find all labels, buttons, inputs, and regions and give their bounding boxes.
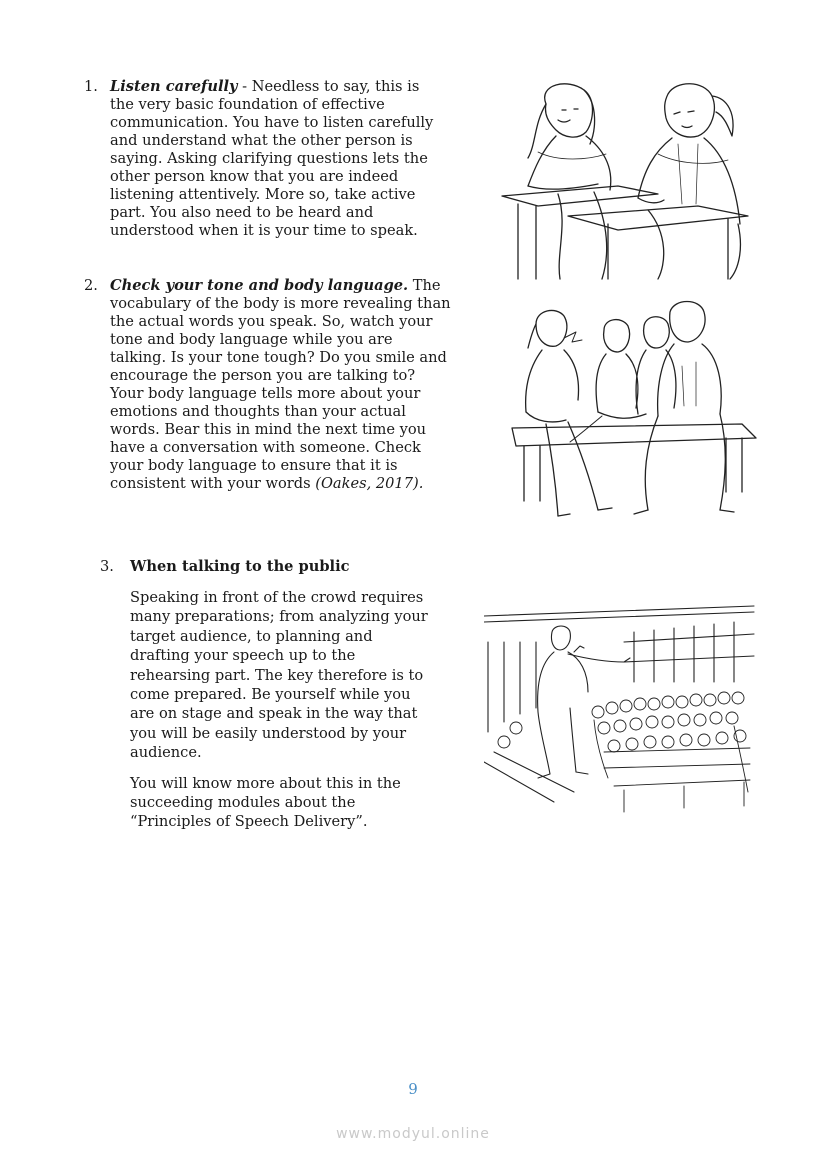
paragraph-line: many preparations; from analyzing your	[130, 608, 428, 626]
item-text-line: listening attentively. More so, take active	[110, 186, 416, 203]
item-text-line: the actual words you speak. So, watch your	[110, 313, 433, 330]
item-text-line: and understand what the other person is	[110, 132, 413, 149]
illustration-two-students-talking	[498, 74, 760, 284]
citation: (Oakes, 2017).	[315, 475, 424, 492]
item-text-line: Your body language tells more about your	[110, 385, 421, 402]
watermark: www.modyul.online	[336, 1126, 490, 1142]
page-number: 9	[408, 1080, 418, 1098]
paragraph-line: Speaking in front of the crowd requires	[130, 589, 424, 606]
list-item-public-speaking	[100, 558, 460, 838]
item-text-line: saying. Asking clarifying questions lets the	[110, 150, 428, 167]
paragraph-line: target audience, to planning and	[130, 627, 373, 645]
item-text-line: your body language to ensure that it is	[110, 457, 398, 474]
paragraph	[130, 774, 428, 832]
list-item-tone-body-language	[84, 277, 474, 497]
item-heading: Check your tone and body language.	[110, 277, 409, 294]
paragraph-line: You will know more about this in the	[130, 774, 401, 792]
item-heading: Listen carefully	[110, 78, 238, 95]
paragraph-line: drafting your speech up to the	[130, 647, 356, 665]
paragraph-line: you will be easily understood by your	[130, 724, 407, 742]
item-text-line: emotions and thoughts than your actual	[110, 403, 406, 420]
illustration-students-on-bench	[506, 296, 762, 532]
item-number: 1.	[84, 78, 98, 95]
illustration-public-speaking	[484, 602, 756, 814]
item-body	[130, 558, 428, 832]
paragraph-line: are on stage and speak in the way that	[130, 705, 418, 723]
item-text-line: words. Bear this in mind the next time you	[110, 421, 427, 438]
item-number: 3.	[100, 558, 114, 575]
item-body	[110, 78, 433, 240]
item-text-line: talking. Is your tone tough? Do you smile and	[110, 349, 447, 366]
item-number: 2.	[84, 277, 98, 294]
item-text-line: The	[408, 277, 441, 294]
item-text-line: tone and body language while you are	[110, 331, 393, 348]
item-text-line: understood when it is your time to speak.	[110, 222, 418, 239]
item-heading: When talking to the public	[130, 558, 350, 575]
item-body	[110, 277, 451, 493]
item-text-line: other person know that you are indeed	[110, 168, 399, 185]
paragraph-line: succeeding modules about the	[130, 794, 356, 812]
paragraph-line: come prepared. Be yourself while you	[130, 686, 411, 704]
item-text-line: the very basic foundation of effective	[110, 96, 385, 113]
item-text-line: - Needless to say, this is	[237, 78, 420, 95]
paragraph-line: “Principles of Speech Delivery”.	[130, 813, 368, 831]
item-text-line: consistent with your words	[110, 475, 316, 492]
audience-group	[498, 692, 750, 812]
paragraph-line: audience.	[130, 744, 202, 762]
list-item-listen-carefully	[84, 78, 464, 248]
item-text-line: communication. You have to listen carefully	[110, 114, 434, 131]
item-text-line: part. You also need to be heard and	[110, 204, 374, 221]
paragraph-line: rehearsing part. The key therefore is to	[130, 666, 424, 684]
item-text-line: encourage the person you are talking to?	[110, 367, 416, 384]
paragraph	[130, 588, 428, 763]
item-text-line: vocabulary of the body is more revealing than	[110, 295, 451, 312]
item-text-line: have a conversation with someone. Check	[110, 439, 421, 456]
